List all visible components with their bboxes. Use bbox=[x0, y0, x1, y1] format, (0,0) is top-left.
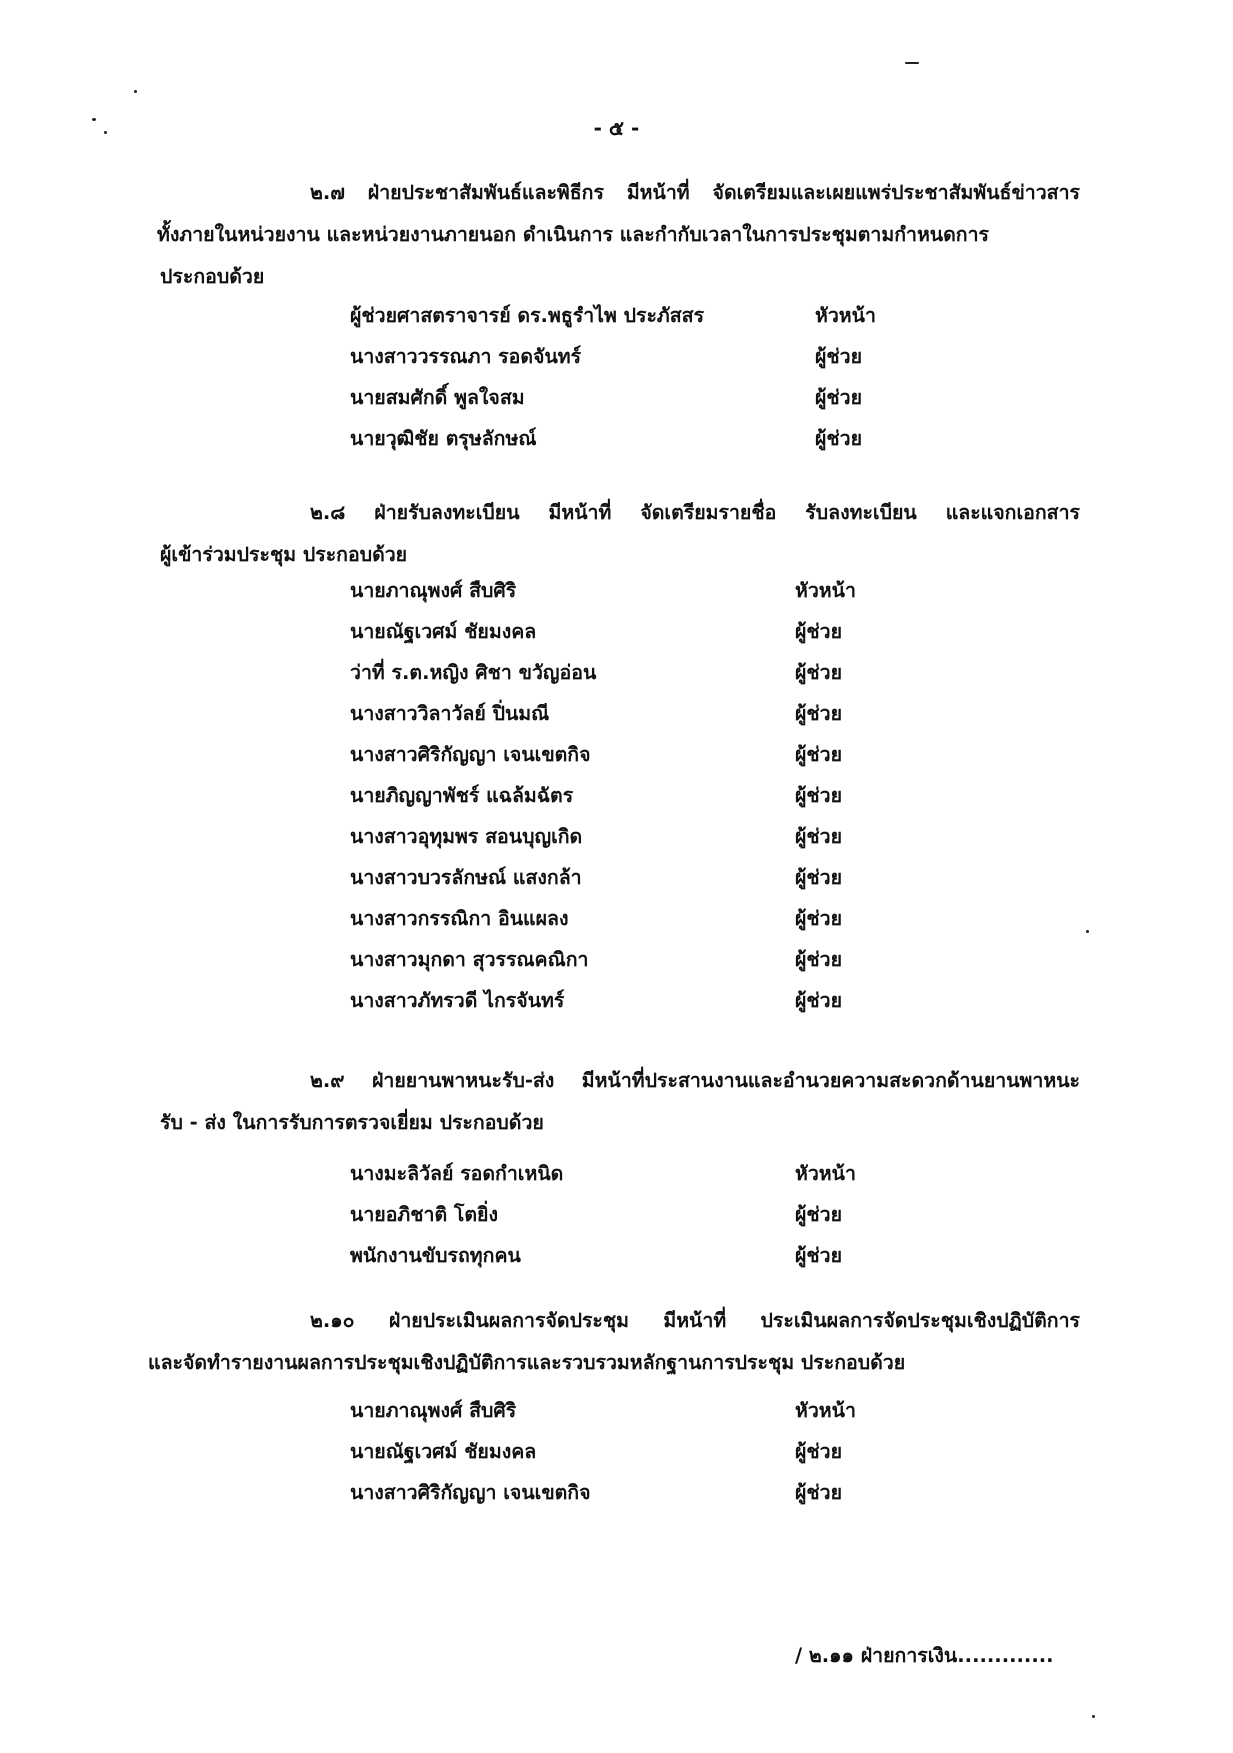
section-2-7-text bbox=[157, 172, 1080, 298]
roster-row bbox=[350, 1472, 910, 1513]
member-role: ผู้ช่วย bbox=[795, 948, 843, 971]
member-name: นางสาววิลาวัลย์ ปิ่นมณี bbox=[350, 702, 550, 725]
member-role: หัวหน้า bbox=[795, 1399, 856, 1422]
section-2-10-line: และจัดทำรายงานผลการประชุมเชิงปฏิบัติการและรวบรวมหลักฐานการประชุม ประกอบด้วย bbox=[148, 1351, 906, 1374]
member-name: นางมะลิวัลย์ รอดกำเหนิด bbox=[350, 1162, 564, 1185]
member-name: นายภาณุพงศ์ สืบศิริ bbox=[350, 579, 517, 602]
roster-row bbox=[350, 418, 910, 459]
member-name: ว่าที่ ร.ต.หญิง ศิชา ขวัญอ่อน bbox=[350, 661, 597, 684]
roster-row bbox=[350, 1153, 910, 1194]
member-name: นางสาวภัทรวดี ไกรจันทร์ bbox=[350, 989, 565, 1012]
member-role: ผู้ช่วย bbox=[795, 1244, 843, 1267]
roster-row bbox=[350, 775, 910, 816]
member-name: นางสาววรรณภา รอดจันทร์ bbox=[350, 345, 582, 368]
scan-speck bbox=[134, 90, 137, 93]
section-2-10-text bbox=[148, 1300, 1080, 1384]
member-role: ผู้ช่วย bbox=[795, 620, 843, 643]
roster-row bbox=[350, 857, 910, 898]
roster-row bbox=[350, 939, 910, 980]
member-role: ผู้ช่วย bbox=[795, 1203, 843, 1226]
section-2-8-text bbox=[160, 492, 1080, 576]
member-name: นางสาวศิริกัญญา เจนเขตกิจ bbox=[350, 743, 591, 766]
member-role: ผู้ช่วย bbox=[815, 427, 863, 450]
member-role: ผู้ช่วย bbox=[815, 345, 863, 368]
section-2-8-line: ผู้เข้าร่วมประชุม ประกอบด้วย bbox=[160, 543, 408, 566]
member-name: นางสาวศิริกัญญา เจนเขตกิจ bbox=[350, 1481, 591, 1504]
roster-row bbox=[350, 1390, 910, 1431]
roster-row bbox=[350, 980, 910, 1021]
section-2-9-line: รับ - ส่ง ในการรับการตรวจเยี่ยม ประกอบด้วย bbox=[160, 1111, 544, 1134]
member-role: ผู้ช่วย bbox=[795, 702, 843, 725]
section-2-7-heading: ๒.๗ ฝ่ายประชาสัมพันธ์และพิธีกร มีหน้าที่ จัดเตรียมและเผยแพร่ประชาสัมพันธ์ข่าวสาร bbox=[310, 181, 1080, 204]
member-role: ผู้ช่วย bbox=[795, 907, 843, 930]
member-name: นายอภิชาติ โตยิ่ง bbox=[350, 1203, 498, 1226]
member-role: ผู้ช่วย bbox=[795, 743, 843, 766]
member-role: ผู้ช่วย bbox=[795, 661, 843, 684]
roster-row bbox=[350, 816, 910, 857]
member-role: ผู้ช่วย bbox=[795, 825, 843, 848]
roster-row bbox=[350, 652, 910, 693]
member-role: หัวหน้า bbox=[815, 304, 876, 327]
member-role: หัวหน้า bbox=[795, 1162, 856, 1185]
member-name: พนักงานขับรถทุกคน bbox=[350, 1244, 521, 1267]
roster-row bbox=[350, 1235, 910, 1276]
member-name: นายสมศักดิ์ พูลใจสม bbox=[350, 386, 525, 409]
roster-row bbox=[350, 570, 910, 611]
member-role: ผู้ช่วย bbox=[795, 866, 843, 889]
section-2-10-roster bbox=[350, 1390, 910, 1513]
page-number: - ๕ - bbox=[593, 116, 640, 140]
roster-row bbox=[350, 295, 910, 336]
roster-row bbox=[350, 693, 910, 734]
section-2-9-heading: ๒.๙ ฝ่ายยานพาหนะรับ-ส่ง มีหน้าที่ประสานงานและอำนวยความสะดวกด้านยานพาหนะ bbox=[310, 1069, 1080, 1092]
member-name: นางสาวกรรณิกา อินแผลง bbox=[350, 907, 569, 930]
section-2-9-text bbox=[160, 1060, 1080, 1144]
section-2-9-roster bbox=[350, 1153, 910, 1276]
scan-speck bbox=[1092, 1715, 1095, 1718]
scan-speck bbox=[1086, 930, 1089, 933]
member-role: ผู้ช่วย bbox=[795, 784, 843, 807]
member-name: นายวุฒิชัย ตรุษลักษณ์ bbox=[350, 427, 537, 450]
section-2-7-line: ประกอบด้วย bbox=[160, 265, 265, 288]
roster-row bbox=[350, 377, 910, 418]
roster-row bbox=[350, 611, 910, 652]
member-role: ผู้ช่วย bbox=[795, 989, 843, 1012]
member-name: นางสาวบวรลักษณ์ แสงกล้า bbox=[350, 866, 582, 889]
member-name: นายณัฐเวศม์ ชัยมงคล bbox=[350, 1440, 537, 1463]
member-role: ผู้ช่วย bbox=[795, 1440, 843, 1463]
roster-row bbox=[350, 1194, 910, 1235]
member-name: นางสาวมุกดา สุวรรณคณิกา bbox=[350, 948, 589, 971]
section-2-8-heading: ๒.๘ ฝ่ายรับลงทะเบียน มีหน้าที่ จัดเตรียมรายชื่อ รับลงทะเบียน และแจกเอกสาร bbox=[310, 501, 1080, 524]
section-2-10-heading: ๒.๑๐ ฝ่ายประเมินผลการจัดประชุม มีหน้าที่ ประเมินผลการจัดประชุมเชิงปฏิบัติการ bbox=[310, 1309, 1080, 1332]
section-2-7-line: ทั้งภายในหน่วยงาน และหน่วยงานภายนอก ดำเนินการ และกำกับเวลาในการประชุมตามกำหนดการ bbox=[157, 223, 990, 246]
roster-row bbox=[350, 1431, 910, 1472]
member-role: หัวหน้า bbox=[795, 579, 856, 602]
section-2-7-roster bbox=[350, 295, 910, 459]
member-name: ผู้ช่วยศาสตราจารย์ ดร.พธูรำไพ ประภัสสร bbox=[350, 304, 705, 327]
scan-speck bbox=[905, 62, 919, 64]
continuation-reference: / ๒.๑๑ ฝ่ายการเงิน............. bbox=[795, 1644, 1054, 1667]
section-2-8-roster bbox=[350, 570, 910, 1021]
roster-row bbox=[350, 898, 910, 939]
roster-row bbox=[350, 734, 910, 775]
member-role: ผู้ช่วย bbox=[815, 386, 863, 409]
member-role: ผู้ช่วย bbox=[795, 1481, 843, 1504]
member-name: นางสาวอุทุมพร สอนบุญเกิด bbox=[350, 825, 583, 848]
member-name: นายภาณุพงศ์ สืบศิริ bbox=[350, 1399, 517, 1422]
member-name: นายณัฐเวศม์ ชัยมงคล bbox=[350, 620, 537, 643]
roster-row bbox=[350, 336, 910, 377]
member-name: นายภิญญาพัชร์ แฉล้มฉัตร bbox=[350, 784, 574, 807]
